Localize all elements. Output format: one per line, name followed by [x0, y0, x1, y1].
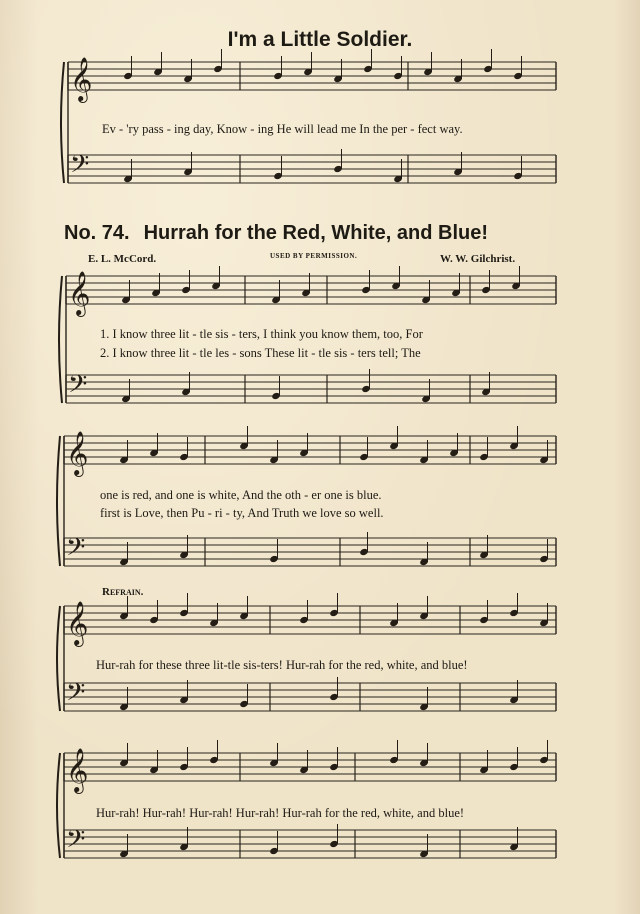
verse-line-2-stanza-2: first is Love, then Pu - ri - ty, And Truth we love so well. — [100, 506, 384, 520]
verse-line-1-stanza-2: 2. I know three lit - tle les - sons These lit - tle sis - ters tell; The — [100, 346, 421, 360]
treble-clef-icon: 𝄞 — [66, 748, 89, 792]
bass-clef-icon: 𝄢 — [68, 370, 88, 405]
song-number: No. 74. — [64, 222, 130, 244]
bass-clef-icon: 𝄢 — [66, 533, 86, 568]
previous-song-title: I'm a Little Soldier. — [227, 28, 413, 51]
treble-clef-icon: 𝄞 — [68, 271, 91, 315]
refrain-line-1: Hur-rah for these three lit-tle sis-ters! Hur-rah for the red, white, and blue! — [96, 658, 468, 672]
system-brace — [57, 436, 60, 566]
composer-credit: W. W. Gilchrist. — [440, 253, 516, 265]
treble-clef-icon: 𝄞 — [66, 431, 89, 475]
bass-clef-icon: 𝄢 — [66, 678, 86, 713]
song-title: Hurrah for the Red, White, and Blue! — [143, 222, 489, 244]
system-brace — [57, 753, 60, 858]
treble-clef-icon: 𝄞 — [70, 57, 93, 101]
bass-clef-icon: 𝄢 — [66, 825, 86, 860]
permission-note: USED BY PERMISSION. — [270, 252, 358, 260]
verse-line-1-stanza-1: 1. I know three lit - tle sis - ters, I think you know them, too, For — [100, 327, 423, 341]
refrain-label: Refrain. — [102, 586, 144, 598]
song-heading — [64, 222, 502, 245]
system-brace — [61, 62, 64, 183]
verse-line-2-stanza-1: one is red, and one is white, And the oth - er one is blue. — [100, 488, 382, 502]
lyricist-credit: E. L. McCord. — [88, 253, 157, 265]
treble-clef-icon: 𝄞 — [66, 601, 89, 645]
bass-clef-icon: 𝄢 — [70, 150, 90, 185]
system-brace — [57, 606, 60, 711]
system-brace — [59, 276, 62, 403]
previous-song-lyric: Ev - 'ry pass - ing day, Know - ing He will lead me In the per - fect way. — [102, 122, 463, 136]
refrain-line-2: Hur-rah! Hur-rah! Hur-rah! Hur-rah! Hur-rah for the red, white, and blue! — [96, 806, 465, 820]
